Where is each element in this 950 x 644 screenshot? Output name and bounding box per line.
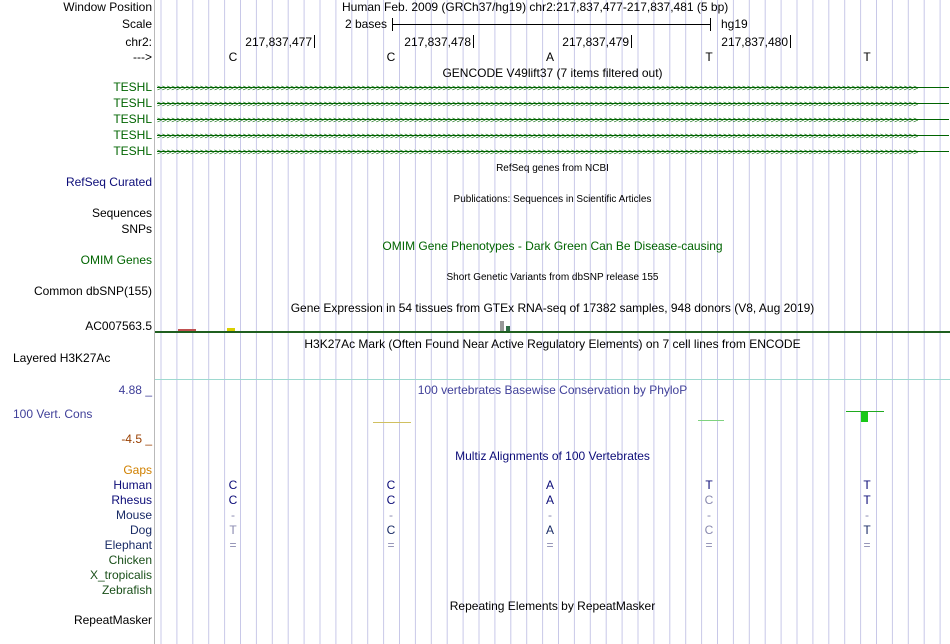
multiz-base: C: [704, 493, 714, 507]
coordinate-tick: [473, 35, 474, 48]
h3k27ac-signal-line: [155, 379, 950, 380]
base-letter: A: [545, 50, 554, 64]
gencode-strand-arrows: >>>>>>>>>>>>>>>>>>>>>>>>>>>>>>>>>>>>>>>>>>>>>>>>>>>>>>>>>>>>>>>>>>>>>>>>>>>>>>>>>>>>>>>>>>>>>>>>>>>>>>>>>>>>>>>>>>>>>>>>>>>>>>>>>>>>>>>>>>>>>>>>>>>>>>>>>>>>>>>>: [157, 147, 918, 157]
multiz-species-label: Zebrafish: [101, 583, 152, 597]
multiz-base: A: [545, 478, 554, 492]
multiz-base: =: [387, 538, 395, 552]
publications-track-title[interactable]: Publications: Sequences in Scientific Articles: [453, 194, 652, 205]
gencode-strand-arrows: >>>>>>>>>>>>>>>>>>>>>>>>>>>>>>>>>>>>>>>>>>>>>>>>>>>>>>>>>>>>>>>>>>>>>>>>>>>>>>>>>>>>>>>>>>>>>>>>>>>>>>>>>>>>>>>>>>>>>>>>>>>>>>>>>>>>>>>>>>>>>>>>>>>>>>>>>>>>>>>>: [157, 99, 918, 109]
scale-text: 2 bases: [345, 17, 388, 31]
coordinate-tick: [314, 35, 315, 48]
gencode-item-label[interactable]: TESHL: [113, 144, 152, 158]
multiz-track-title[interactable]: Multiz Alignments of 100 Vertebrates: [455, 449, 650, 463]
multiz-species-label: Elephant: [104, 538, 152, 552]
h3k27ac-track-label[interactable]: Layered H3K27Ac: [13, 351, 111, 365]
repeat-track-title[interactable]: Repeating Elements by RepeatMasker: [449, 599, 656, 613]
base-letter: T: [863, 50, 871, 64]
multiz-base: -: [231, 508, 235, 522]
refseq-track-title[interactable]: RefSeq genes from NCBI: [496, 163, 609, 174]
position-text: Human Feb. 2009 (GRCh37/hg19) chr2:217,837,477-217,837,481 (5 bp): [342, 0, 729, 14]
multiz-base: C: [228, 493, 238, 507]
multiz-base: T: [863, 478, 871, 492]
chrom-label: chr2:: [125, 35, 152, 49]
scale-label: Scale: [121, 17, 152, 31]
base-letter: C: [386, 50, 396, 64]
gencode-item-label[interactable]: TESHL: [113, 80, 152, 94]
coordinate-label: 217,837,478: [404, 35, 471, 49]
multiz-base: -: [707, 508, 711, 522]
scale-bar: [392, 24, 710, 25]
multiz-base: -: [865, 508, 869, 522]
multiz-species-label: Mouse: [115, 508, 152, 522]
gencode-item-label[interactable]: TESHL: [113, 96, 152, 110]
coordinate-tick: [631, 35, 632, 48]
cons-min-value: -4.5 _: [121, 432, 152, 446]
multiz-species-label: Chicken: [108, 553, 152, 567]
multiz-base: =: [546, 538, 554, 552]
multiz-species-label: Rhesus: [111, 493, 152, 507]
multiz-base: -: [389, 508, 393, 522]
cons-signal: [373, 422, 411, 423]
repeat-track-label[interactable]: RepeatMasker: [73, 613, 152, 627]
window-position-label: Window Position: [63, 0, 152, 14]
gencode-strand-arrows: >>>>>>>>>>>>>>>>>>>>>>>>>>>>>>>>>>>>>>>>>>>>>>>>>>>>>>>>>>>>>>>>>>>>>>>>>>>>>>>>>>>>>>>>>>>>>>>>>>>>>>>>>>>>>>>>>>>>>>>>>>>>>>>>>>>>>>>>>>>>>>>>>>>>>>>>>>>>>>>>: [157, 83, 918, 93]
multiz-base: A: [545, 523, 554, 537]
h3k27ac-track-title[interactable]: H3K27Ac Mark (Often Found Near Active Regulatory Elements) on 7 cell lines from ENCODE: [304, 337, 801, 351]
snps-track-label[interactable]: SNPs: [121, 222, 152, 236]
scale-assembly: hg19: [721, 17, 748, 31]
gencode-strand-arrows: >>>>>>>>>>>>>>>>>>>>>>>>>>>>>>>>>>>>>>>>>>>>>>>>>>>>>>>>>>>>>>>>>>>>>>>>>>>>>>>>>>>>>>>>>>>>>>>>>>>>>>>>>>>>>>>>>>>>>>>>>>>>>>>>>>>>>>>>>>>>>>>>>>>>>>>>>>>>>>>>: [157, 131, 918, 141]
refseq-track-label[interactable]: RefSeq Curated: [65, 175, 152, 189]
multiz-base: C: [386, 523, 396, 537]
multiz-base: C: [386, 478, 396, 492]
cons-track-label[interactable]: 100 Vert. Cons: [13, 407, 93, 421]
multiz-base: C: [386, 493, 396, 507]
cons-signal-bar: [861, 412, 868, 422]
gencode-track-title[interactable]: GENCODE V49lift37 (7 items filtered out): [442, 66, 663, 80]
gtex-bar[interactable]: [227, 328, 235, 331]
gtex-bar[interactable]: [506, 326, 510, 331]
cons-max-value: 4.88 _: [118, 383, 152, 397]
omim-track-label[interactable]: OMIM Genes: [80, 253, 152, 267]
multiz-base: C: [704, 523, 714, 537]
multiz-base: =: [229, 538, 237, 552]
omim-track-title[interactable]: OMIM Gene Phenotypes - Dark Green Can Be Disease-causing: [382, 239, 723, 253]
scale-bar-left-tick: [392, 18, 393, 31]
multiz-base: T: [229, 523, 237, 537]
gtex-track-title[interactable]: Gene Expression in 54 tissues from GTEx RNA-seq of 17382 samples, 948 donors (V8, Aug 2019): [290, 301, 815, 315]
coordinate-label: 217,837,477: [245, 35, 312, 49]
gencode-item-label[interactable]: TESHL: [113, 128, 152, 142]
gtex-bar[interactable]: [500, 321, 504, 331]
gtex-bar[interactable]: [178, 329, 196, 331]
gtex-track-label[interactable]: AC007563.5: [85, 319, 152, 333]
coordinate-label: 217,837,480: [721, 35, 788, 49]
dbsnp-track-title[interactable]: Short Genetic Variants from dbSNP release 155: [446, 272, 659, 283]
gencode-strand-arrows: >>>>>>>>>>>>>>>>>>>>>>>>>>>>>>>>>>>>>>>>>>>>>>>>>>>>>>>>>>>>>>>>>>>>>>>>>>>>>>>>>>>>>>>>>>>>>>>>>>>>>>>>>>>>>>>>>>>>>>>>>>>>>>>>>>>>>>>>>>>>>>>>>>>>>>>>>>>>>>>>: [157, 115, 918, 125]
dbsnp-track-label[interactable]: Common dbSNP(155): [33, 284, 152, 298]
cons-signal: [698, 420, 724, 421]
multiz-base: A: [545, 493, 554, 507]
strand-label: --->: [133, 50, 152, 64]
coordinate-tick: [790, 35, 791, 48]
scale-bar-right-tick: [710, 18, 711, 31]
sequences-track-label[interactable]: Sequences: [91, 206, 152, 220]
multiz-base: T: [863, 493, 871, 507]
gtex-baseline: [155, 331, 950, 333]
coordinate-label: 217,837,479: [562, 35, 629, 49]
base-letter: T: [705, 50, 713, 64]
multiz-gaps-label: Gaps: [123, 463, 152, 477]
label-separator: [154, 0, 155, 644]
cons-track-title[interactable]: 100 vertebrates Basewise Conservation by PhyloP: [417, 383, 688, 397]
multiz-base: C: [228, 478, 238, 492]
multiz-species-label: X_tropicalis: [89, 568, 152, 582]
multiz-base: =: [705, 538, 713, 552]
base-letter: C: [228, 50, 238, 64]
multiz-species-label: Dog: [129, 523, 152, 537]
multiz-base: T: [705, 478, 713, 492]
gencode-item-label[interactable]: TESHL: [113, 112, 152, 126]
multiz-base: -: [548, 508, 552, 522]
multiz-base: =: [863, 538, 871, 552]
multiz-base: T: [863, 523, 871, 537]
multiz-species-label: Human: [113, 478, 152, 492]
